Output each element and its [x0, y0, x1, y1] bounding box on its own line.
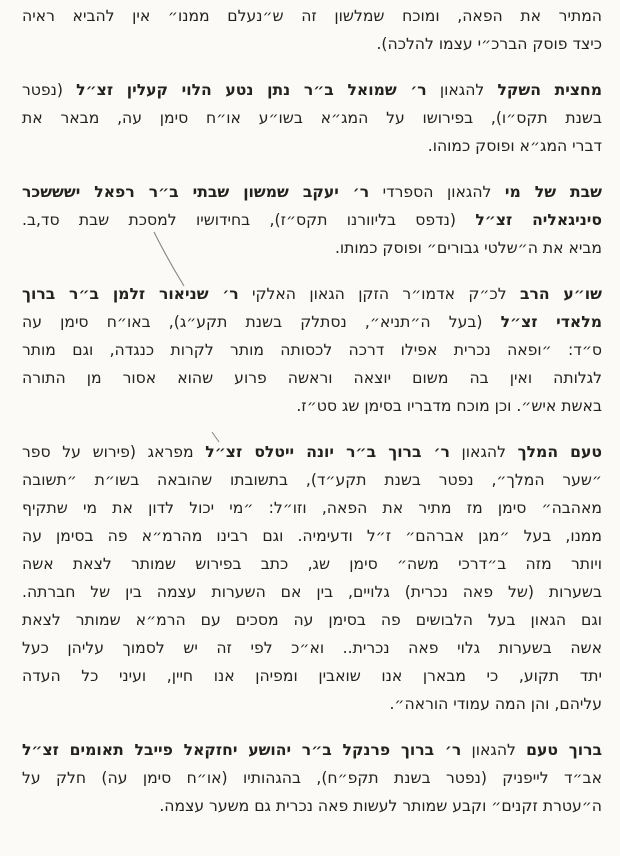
- paragraph-shabbat-shel-mi: [22, 178, 602, 262]
- text-line: אשה בשערות גלוי פאה נכרית.. וא״כ לפי זה יש לסמוך עליהן כעל: [22, 639, 602, 657]
- text-line: יתד תקוע, כי מבארן אנו שואבין ומפיהן אנו חיין, ועיני כל העדה: [22, 667, 602, 685]
- text-line: סיניגאליה זצ״ל (נדפס בליוורנו תקס״ז), בחידושיו למסכת שבת סד,ב.: [22, 211, 602, 229]
- text-line: טעם המלך להגאון ר׳ ברוך ב״ר יונה ייטלס זצ״ל מפראג (פירוש על ספר: [22, 443, 602, 461]
- text-line: ה״עטרת זקנים״ וקבע שמותר לעשות פאה נכרית גם משער עצמה.: [159, 797, 602, 815]
- text-line: מאהבה״ סימן מז מתיר את הפאה, וזו״ל: ״מי יכול לדון את מי שתקיף: [22, 499, 602, 517]
- paragraph-continuation: [22, 2, 602, 58]
- text-line: בשנת תקס״ו), בפירושו על המג״א בשו״ע או״ח סימן עה, מבאר את: [22, 109, 602, 127]
- text-line: ברוך טעם להגאון ר׳ ברוך פרנקל ב״ר יהושע יחזקאל פייבל תאומים זצ״ל: [22, 741, 602, 759]
- paragraph-taam-hamelech: [22, 438, 602, 718]
- text-line: עליהם, והן המה עמודי הוראה״.: [389, 695, 602, 713]
- text-line: דברי המג״א ופוסק כמוהו.: [427, 137, 602, 155]
- paragraph-baruch-taam: [22, 736, 602, 820]
- text-line: המתיר את הפאה, ומוכח שמלשון זה ש״נעלם ממנו״ אין להביא ראיה: [22, 7, 602, 25]
- text-line: מלאדי זצ״ל (בעל ה״תניא״, נסתלק בשנת תקע״ג), באו״ח סימן עה: [22, 313, 602, 331]
- paragraph-shulchan-aruch-harav: [22, 280, 602, 420]
- text-line: ויותר מזה ב״דרכי משה״ סימן שג, כתב בפירוש שמותר לצאת אשה: [22, 555, 602, 573]
- text-line: ״שער המלך״, נפטר בשנת תקע״ד), בתשובתו שהובאה בשו״ת ״תשובה: [22, 471, 602, 489]
- text-line: באשת איש״. וכן מוכח מדבריו בסימן שג סט״ז.: [296, 397, 602, 415]
- text-line: כיצד פוסק הברכ״י עצמו להלכה).: [376, 35, 602, 53]
- text-line: בשערות (של פאה נכרית) גלויים, בין אם השערות עצמה בין של חברתה.: [22, 583, 602, 601]
- text-line: שו״ע הרב לכ״ק אדמו״ר הזקן הגאון האלקי ר׳ שניאור זלמן ב״ר ברוך: [22, 285, 602, 303]
- text-line: אב״ד לייפניק (נפטר בשנת תקפ״ח), בהגהותיו (או״ח סימן עה) חלק על: [22, 769, 602, 787]
- text-line: ס״ד: ״ופאה נכרית אפילו דרכה לכסותה מותר לקרות כנגדה, וגם מותר: [22, 341, 602, 359]
- text-line: וגם הגאון בעל הלבושים פה בסימן עה מסכים עם הרמ״א שמותר לצאת: [22, 611, 602, 629]
- text-line: מביא את ה״שלטי גבורים״ ופוסק כמותו.: [334, 239, 602, 257]
- text-line: לגלותה ואין בה משום יוצאה וראשה פרוע שהוא אסור מן התורה: [22, 369, 602, 387]
- paragraph-machatzit-hashekel: [22, 76, 602, 160]
- text-line: שבת של מי להגאון הספרדי ר׳ יעקב שמשון שבתי ב״ר רפאל ישששכר: [22, 183, 602, 201]
- text-line: ממנו, בעל ״מגן אברהם״ ז״ל ודעימיה. וגם רבינו מהרמ״א פה בסימן עה: [22, 527, 602, 545]
- text-line: מחצית השקל להגאון ר׳ שמואל ב״ר נתן נטע הלוי קעלין זצ״ל (נפטר: [22, 81, 602, 99]
